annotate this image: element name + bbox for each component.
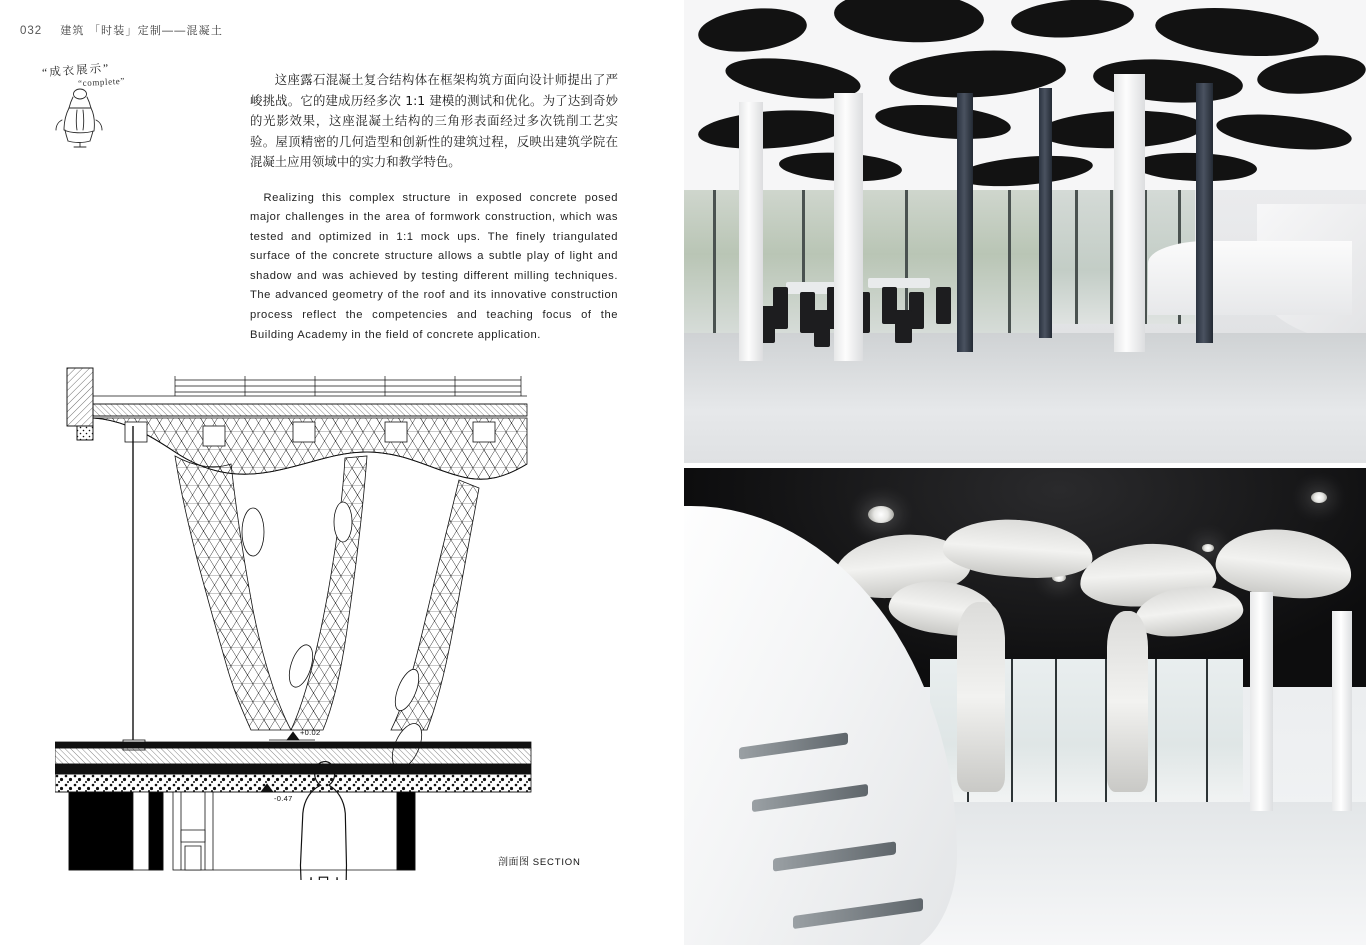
hand-drawn-stamp <box>38 60 148 150</box>
section-caption-en: SECTION <box>532 857 581 868</box>
section-drawing <box>55 360 600 880</box>
level-mark-plus: +0.02 <box>300 728 321 737</box>
level-mark-minus: -0.47 <box>274 794 293 803</box>
body-text-column <box>250 70 618 345</box>
photo2-canvas <box>684 468 1366 945</box>
right-page <box>684 0 1366 945</box>
photo-interior-canteen-view <box>684 0 1366 463</box>
section-caption <box>498 853 581 868</box>
mannequin-sketch-icon <box>50 86 130 148</box>
paragraph-english: Realizing this complex structure in exposed concrete posed major challenges in the area of formwork construction, which was tested and optimized in 1:1 mock ups. The finely triangulated surface of the concrete structure allows a subtle play of light and shadow and was achieved by testing different milling techniques. The advanced geometry of the roof and its innovative construction process reflect the competencies and teaching focus of the Building Academy in the field of concrete application. <box>250 191 618 341</box>
photo1-floor <box>684 333 1366 463</box>
section-caption-cn: 剖面图 <box>498 857 530 868</box>
page-folio: 032 <box>20 25 43 37</box>
photo1-service-counter <box>1148 241 1353 315</box>
stamp-label-en: “complete” <box>77 75 126 89</box>
chapter-title: 建筑 「时装」定制——混凝土 <box>60 25 224 37</box>
stamp-label-cn: “成衣展示” <box>41 62 111 80</box>
photo-interior-ceiling-columns-view <box>684 468 1366 945</box>
section-drawing-svg <box>55 360 600 880</box>
photo1-canvas <box>684 0 1366 463</box>
running-head <box>20 22 223 38</box>
paragraph-chinese: 这座露石混凝土复合结构体在框架构筑方面向设计师提出了严峻挑战。它的建成历经多次 1:1 建模的测试和优化。为了达到奇妙的光影效果，这座混凝土结构的三角形表面经过多次铣削工艺实验。屋顶精密的几何造型和创新性的建筑过程，反映出建筑学院在混凝土应用领域中的实力和教学特色。 <box>250 72 618 169</box>
